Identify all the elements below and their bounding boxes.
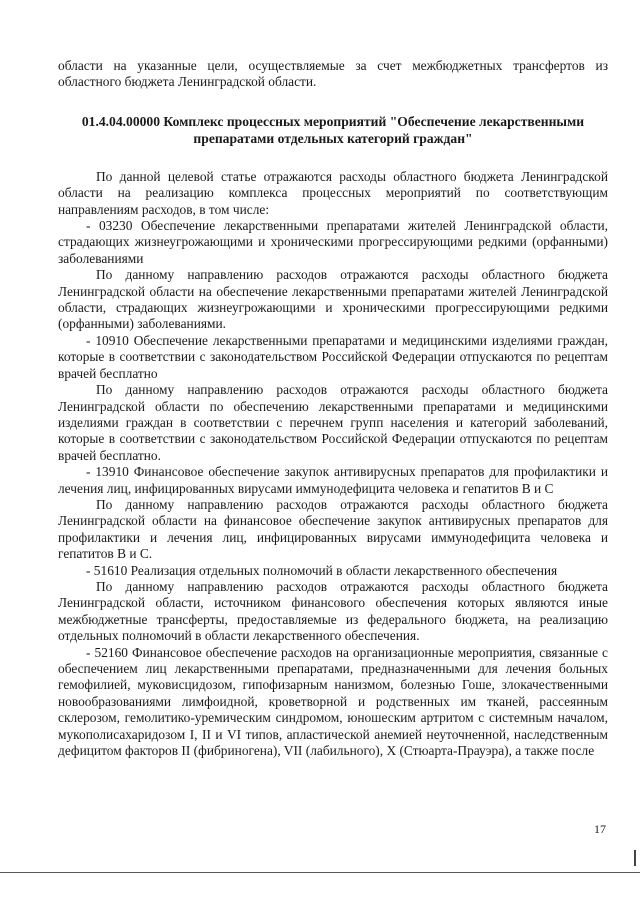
scan-edge-mark: [634, 850, 636, 866]
list-item-51610: - 51610 Реализация отдельных полномочий в области лекарственного обеспечения: [86, 562, 558, 578]
paragraph-51610: По данному направлению расходов отражаются расходы областного бюджета Ленинградской области, источником финансового обеспечения которых являются иные межбюджетные трансферты, предоставляемые из федерального бюджета, на реализацию отдельных полномочий в области лекарственного обеспечения.: [58, 578, 608, 644]
list-item-52160: - 52160 Финансовое обеспечение расходов на организационные мероприятия, связанные с обеспечением лиц лекарственными препаратами, предназначенными для лечения больных гемофилией, муковисцидозом, гипофизарным нанизмом, болезнью Гоше, злокачественными новообразованиями лимфоидной, кроветворной и родственных им тканей, рассеянным склерозом, гемолитико-уремическим синдромом, юношеским артритом с системным началом, мукополисахаридозом I, II и VI типов, апластической анемией неуточненной, наследственным дефицитом факторов II (фибриногена), VII (лабильного), X (Стюарта-Прауэра), а также после: [58, 644, 608, 759]
document-body: [58, 58, 608, 759]
paragraph-13910: По данному направлению расходов отражаются расходы областного бюджета Ленинградской области на финансовое обеспечение закупок антивирусных препаратов для профилактики и лечения лиц, инфицированных вирусами иммунодефицита человека и гепатитов B и C.: [58, 496, 608, 562]
paragraph-10910: По данному направлению расходов отражаются расходы областного бюджета Ленинградской области по обеспечению лекарственными препаратами и медицинскими изделиями граждан в соответствии с перечнем групп населения и категорий заболеваний, которые в соответствии с законодательством Российской Федерации отпускаются по рецептам врачей бесплатно.: [58, 382, 608, 463]
list-item-03230: - 03230 Обеспечение лекарственными препаратами жителей Ленинградской области, страдающих жизнеугрожающими и хроническими прогрессирующими редкими (орфанными) заболеваниями: [58, 218, 608, 266]
list-item-10910: - 10910 Обеспечение лекарственными препаратами и медицинскими изделиями граждан, которые в соответствии с законодательством Российской Федерации отпускаются по рецептам врачей бесплатно: [58, 332, 608, 381]
intro-text: области на указанные цели, осуществляемые за счет межбюджетных трансфертов из областного бюджета Ленинградской области.: [58, 58, 608, 90]
section-heading: 01.4.04.00000 Комплекс процессных мероприятий "Обеспечение лекарственными препаратами отдельных категорий граждан": [81, 113, 585, 146]
paragraph-intro: По данной целевой статье отражаются расходы областного бюджета Ленинградской области на реализацию комплекса процессных мероприятий по соответствующим направлениям расходов, в том числе:: [58, 168, 608, 217]
paragraph-03230: По данному направлению расходов отражаются расходы областного бюджета Ленинградской области на обеспечение лекарственными препаратами жителей Ленинградской области, страдающих жизнеугрожающими и хроническими прогрессирующими редкими (орфанными) заболеваниями.: [58, 267, 608, 332]
page-number: 17: [594, 822, 606, 836]
list-item-13910: - 13910 Финансовое обеспечение закупок антивирусных препаратов для профилактики и лечения лиц, инфицированных вирусами иммунодефицита человека и гепатитов B и C: [58, 464, 608, 496]
page-bottom-rule: [0, 872, 640, 873]
